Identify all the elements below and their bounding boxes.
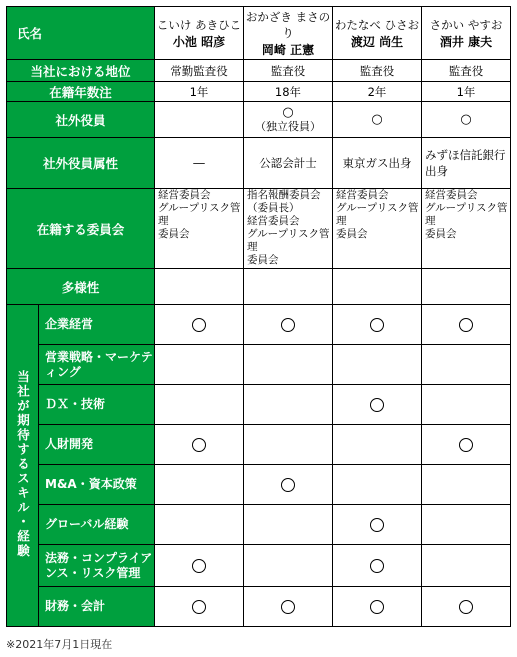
row-skill	[7, 305, 511, 345]
skill-cell	[244, 545, 333, 587]
member-reading: こいけ あきひこ	[156, 17, 242, 32]
member-outside-officer	[422, 102, 511, 138]
skill-check-circle-icon	[370, 318, 384, 332]
skill-label: 人財開発	[39, 425, 155, 465]
member-attribute: みずほ信託銀行出身	[422, 138, 511, 189]
row-skill	[7, 545, 511, 587]
skill-cell	[155, 425, 244, 465]
auditor-skill-table	[6, 6, 511, 627]
member-diversity	[244, 269, 333, 305]
member-name-cell	[333, 7, 422, 60]
member-attribute: ―	[155, 138, 244, 189]
member-attribute: 公認会計士	[244, 138, 333, 189]
member-committees	[422, 189, 511, 269]
skill-check-circle-icon	[459, 600, 473, 614]
skill-check-circle-icon	[192, 559, 206, 573]
committee-line: 経営委員会	[247, 215, 300, 227]
member-position: 監査役	[422, 60, 511, 82]
member-name: 岡崎 正憲	[261, 42, 315, 57]
skill-cell	[155, 545, 244, 587]
committee-line: グループリスク管理	[247, 228, 330, 253]
outside-officer-mark: ○	[282, 105, 294, 120]
skill-label: 企業経営	[39, 305, 155, 345]
row-diversity	[7, 269, 511, 305]
header-position: 当社における地位	[7, 60, 155, 82]
row-skill	[7, 425, 511, 465]
skill-cell	[422, 425, 511, 465]
skill-check-circle-icon	[192, 318, 206, 332]
skill-cell	[155, 305, 244, 345]
skill-check-circle-icon	[281, 318, 295, 332]
member-outside-officer	[244, 102, 333, 138]
skill-check-circle-icon	[370, 398, 384, 412]
skill-cell	[333, 505, 422, 545]
skill-cell	[333, 587, 422, 627]
skill-cell	[333, 545, 422, 587]
member-name: 酒井 康夫	[439, 34, 493, 49]
skill-check-circle-icon	[281, 600, 295, 614]
member-reading: さかい やすお	[429, 17, 503, 32]
member-attribute: 東京ガス出身	[333, 138, 422, 189]
committee-line: 委員会	[158, 228, 190, 240]
skill-cell	[155, 587, 244, 627]
row-committees	[7, 189, 511, 269]
skill-cell	[422, 545, 511, 587]
skill-cell	[155, 465, 244, 505]
row-name	[7, 7, 511, 60]
skill-cell	[244, 345, 333, 385]
skill-label: 財務・会計	[39, 587, 155, 627]
member-position: 監査役	[244, 60, 333, 82]
skill-check-circle-icon	[281, 478, 295, 492]
member-name: 渡辺 尚生	[350, 34, 404, 49]
committee-line: 経営委員会	[425, 189, 478, 201]
member-position: 常勤監査役	[155, 60, 244, 82]
skill-cell	[244, 385, 333, 425]
skill-cell	[244, 587, 333, 627]
row-skill	[7, 345, 511, 385]
member-diversity	[155, 269, 244, 305]
skill-cell	[155, 345, 244, 385]
skill-cell	[422, 345, 511, 385]
row-outside-attr	[7, 138, 511, 189]
member-name-cell	[244, 7, 333, 60]
committee-line: 指名報酬委員会	[247, 189, 321, 201]
row-years	[7, 82, 511, 102]
committee-line: 委員会	[336, 228, 368, 240]
skill-cell	[244, 305, 333, 345]
row-skill	[7, 505, 511, 545]
header-name: 氏名	[7, 7, 155, 60]
skill-check-circle-icon	[192, 438, 206, 452]
independent-label: （独立役員）	[255, 120, 321, 133]
committee-line: グループリスク管理	[158, 202, 241, 227]
member-reading: わたなべ ひさお	[334, 17, 420, 32]
header-outside-officer: 社外役員	[7, 102, 155, 138]
skill-check-circle-icon	[459, 438, 473, 452]
member-diversity	[422, 269, 511, 305]
skill-cell	[333, 385, 422, 425]
member-outside-officer	[155, 102, 244, 138]
member-name-cell	[422, 7, 511, 60]
header-outside-attr: 社外役員属性	[7, 138, 155, 189]
member-years: 18年	[244, 82, 333, 102]
skill-cell	[422, 385, 511, 425]
row-skill	[7, 587, 511, 627]
skill-cell	[155, 505, 244, 545]
row-outside-officer	[7, 102, 511, 138]
skill-cell	[422, 505, 511, 545]
footnote: ※2021年7月1日現在	[6, 638, 113, 651]
member-committees	[333, 189, 422, 269]
skill-label: 営業戦略・マーケティング	[39, 345, 155, 385]
member-reading: おかざき まさのり	[245, 9, 331, 40]
member-name-cell	[155, 7, 244, 60]
committee-line: 経営委員会	[158, 189, 211, 201]
member-diversity	[333, 269, 422, 305]
skill-label: ＤＸ・技術	[39, 385, 155, 425]
skill-check-circle-icon	[370, 600, 384, 614]
committee-line: 経営委員会	[336, 189, 389, 201]
row-skill	[7, 385, 511, 425]
committee-line: グループリスク管理	[425, 202, 508, 227]
committee-line: グループリスク管理	[336, 202, 419, 227]
skill-cell	[333, 345, 422, 385]
member-position: 監査役	[333, 60, 422, 82]
committee-line: 委員会	[425, 228, 457, 240]
skill-cell	[244, 425, 333, 465]
header-diversity: 多様性	[7, 269, 155, 305]
member-outside-officer	[333, 102, 422, 138]
skills-group-header	[7, 305, 39, 627]
member-name: 小池 昭彦	[172, 34, 226, 49]
row-skill	[7, 465, 511, 505]
header-years: 在籍年数注	[7, 82, 155, 102]
skill-label: 法務・コンプライアンス・リスク管理	[39, 545, 155, 587]
skill-label: M&A・資本政策	[39, 465, 155, 505]
skills-group-label: 当社が期待するスキル・経験	[15, 369, 31, 559]
skill-cell	[333, 425, 422, 465]
member-years: 1年	[155, 82, 244, 102]
outside-officer-mark: ○	[371, 112, 383, 127]
skill-cell	[422, 587, 511, 627]
skill-check-circle-icon	[192, 600, 206, 614]
skill-check-circle-icon	[459, 318, 473, 332]
skill-label: グローバル経験	[39, 505, 155, 545]
skill-check-circle-icon	[370, 518, 384, 532]
member-years: 1年	[422, 82, 511, 102]
skill-check-circle-icon	[370, 559, 384, 573]
auditor-skill-table-wrapper	[6, 6, 511, 627]
skill-cell	[422, 305, 511, 345]
skill-cell	[244, 505, 333, 545]
skill-cell	[244, 465, 333, 505]
row-position	[7, 60, 511, 82]
outside-officer-mark: ○	[460, 112, 472, 127]
committee-line: （委員長）	[247, 202, 300, 214]
skill-cell	[333, 305, 422, 345]
member-committees	[244, 189, 333, 269]
member-years: 2年	[333, 82, 422, 102]
committee-line: 委員会	[247, 254, 279, 266]
skill-cell	[333, 465, 422, 505]
header-committees: 在籍する委員会	[7, 189, 155, 269]
member-committees	[155, 189, 244, 269]
skill-cell	[155, 385, 244, 425]
skill-cell	[422, 465, 511, 505]
